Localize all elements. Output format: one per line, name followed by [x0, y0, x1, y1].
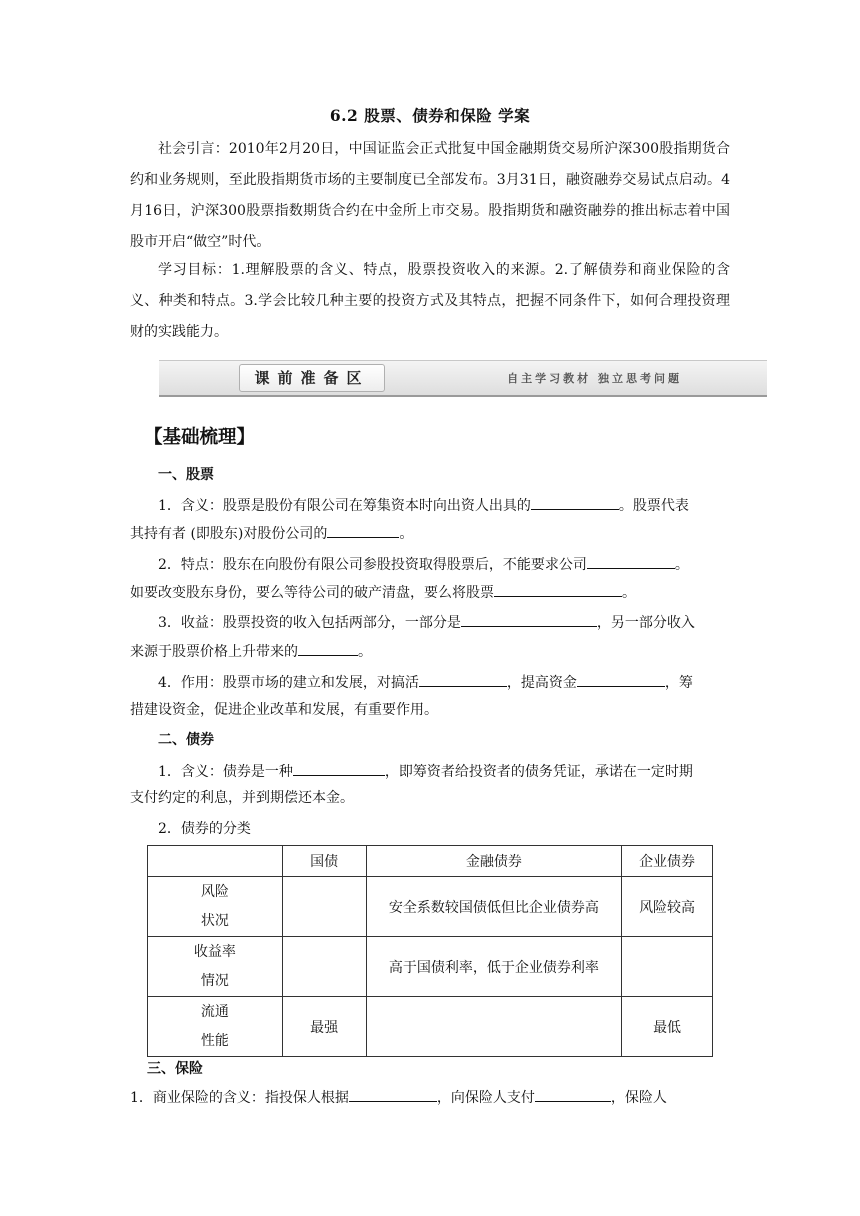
stock-definition-line-2: 其持有者 (即股东)对股份公司的 。	[130, 522, 730, 544]
table-cell[interactable]	[622, 937, 713, 997]
insurance-definition-line-1: 1．商业保险的含义：指投保人根据 ，向保险人支付 ，保险人	[130, 1086, 730, 1108]
table-header-cell: 国债	[282, 846, 366, 877]
banner-right-text: 自主学习教材 独立思考问题	[507, 372, 682, 385]
table-cell[interactable]	[366, 997, 622, 1057]
bonds-heading: 二、债券	[158, 732, 214, 748]
table-cell: 最低	[622, 997, 713, 1057]
table-row	[148, 937, 713, 997]
table-row	[148, 877, 713, 937]
learning-goals-paragraph: 学习目标：1.理解股票的含义、特点，股票投资收入的来源。2.了解债券和商业保险的含义、种类和特点。3.学会比较几种主要的投资方式及其特点，把握不同条件下，如何合理投资理财的实践能力。	[130, 262, 730, 340]
document-title: 6.2 股票、债券和保险 学案	[329, 106, 531, 125]
stock-definition-line-1: 1．含义：股票是股份有限公司在筹集资本时向出资人出具的 。股票代表	[130, 494, 730, 516]
bond-definition-line-2: 支付约定的利息，并到期偿还本金。	[130, 790, 354, 806]
table-cell: 高于国债利率，低于企业债券利率	[366, 937, 622, 997]
fill-blank[interactable]	[419, 671, 507, 687]
fill-blank[interactable]	[293, 760, 385, 776]
fill-blank[interactable]	[349, 1086, 437, 1102]
fill-blank[interactable]	[461, 611, 597, 627]
table-cell: 最强	[282, 997, 366, 1057]
stock-feature-line-2: 如要改变股东身份，要么等待公司的破产清盘，要么将股票 。	[130, 581, 730, 603]
fill-blank[interactable]	[494, 581, 622, 597]
row-label-cell: 风险 状况	[148, 877, 283, 937]
table-header-row	[148, 846, 713, 877]
bond-definition-line-1: 1．含义：债券是一种 ，即筹资者给投资者的债务凭证，承诺在一定时期	[130, 760, 730, 782]
social-intro-paragraph: 社会引言：2010年2月20日，中国证监会正式批复中国金融期货交易所沪深300股指期货合约和业务规则，至此股指期货市场的主要制度已全部发布。3月31日，融资融券交易试点启动。4月16日，沪深300股票指数期货合约在中金所上市交易。股指期货和融资融券的推出标志着中国股市开启“做空”时代。	[130, 141, 730, 250]
table-cell: 风险较高	[622, 877, 713, 937]
fill-blank[interactable]	[587, 553, 675, 569]
fill-blank[interactable]	[531, 494, 619, 510]
fill-blank[interactable]	[577, 671, 665, 687]
table-header-cell	[148, 846, 283, 877]
stock-feature-line-1: 2．特点：股东在向股份有限公司参股投资取得股票后，不能要求公司 。	[130, 553, 730, 575]
basics-section-heading: 【基础梳理】	[144, 427, 256, 448]
stock-income-line-1: 3．收益：股票投资的收入包括两部分，一部分是 ，另一部分收入	[130, 611, 730, 633]
banner-tab-label: 课前准备区	[239, 364, 385, 392]
bond-classification-table	[147, 845, 713, 1057]
table-cell: 安全系数较国债低但比企业债券高	[366, 877, 622, 937]
stock-role-line-2: 措建设资金，促进企业改革和发展，有重要作用。	[130, 702, 438, 718]
table-row	[148, 997, 713, 1057]
insurance-heading: 三、保险	[147, 1061, 203, 1077]
stock-income-line-2: 来源于股票价格上升带来的 。	[130, 640, 730, 662]
row-label-cell: 收益率 情况	[148, 937, 283, 997]
table-header-cell: 金融债券	[366, 846, 622, 877]
bond-classification-label: 2．债券的分类	[158, 821, 251, 837]
table-header-cell: 企业债券	[622, 846, 713, 877]
table-cell[interactable]	[282, 877, 366, 937]
fill-blank[interactable]	[327, 522, 399, 538]
row-label-cell: 流通 性能	[148, 997, 283, 1057]
table-cell[interactable]	[282, 937, 366, 997]
stocks-heading: 一、股票	[158, 467, 214, 483]
fill-blank[interactable]	[298, 640, 358, 656]
stock-role-line-1: 4．作用：股票市场的建立和发展，对搞活 ，提高资金 ，筹	[130, 671, 730, 693]
fill-blank[interactable]	[535, 1086, 611, 1102]
section-banner	[159, 360, 767, 397]
